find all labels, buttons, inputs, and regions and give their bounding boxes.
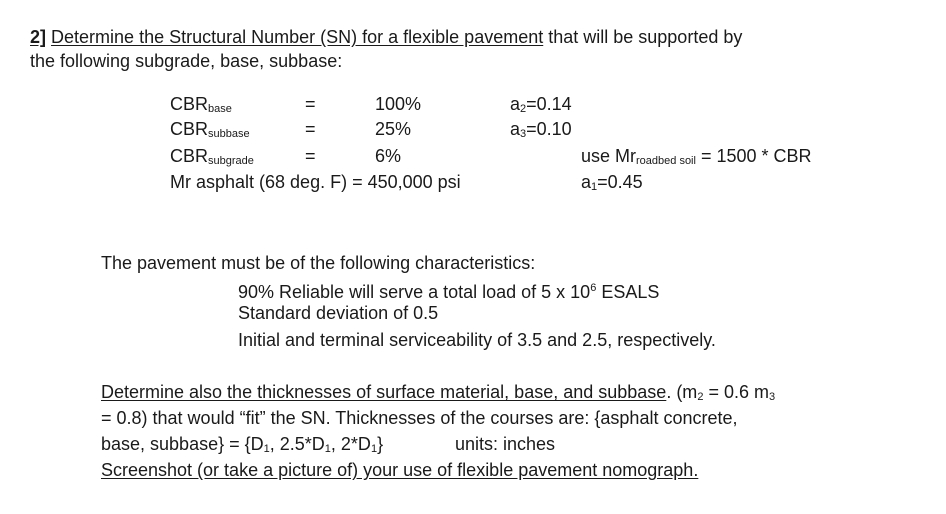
cbr-subgrade-sub: subgrade	[208, 155, 254, 167]
thickness-title: Determine also the thicknesses of surface material, base, and subbase	[101, 382, 667, 402]
a3-sub: 3	[520, 128, 527, 140]
a2-value: =0.14	[526, 94, 572, 114]
serviceability: Initial and terminal serviceability of 3.5 and 2.5, respectively.	[238, 330, 716, 350]
problem-title-underlined: Determine the Structural Number (SN) for a flexible pavement	[51, 27, 544, 47]
a1-coefficient	[581, 171, 643, 198]
characteristics-intro: The pavement must be of the following characteristics:	[101, 253, 536, 273]
thickness-d1-sub-b: 1	[324, 443, 331, 455]
cbr-subgrade-value: 6%	[375, 146, 402, 166]
cbr-base-sub: base	[208, 103, 232, 115]
thickness-d-a: base, subbase} = {D	[101, 434, 264, 454]
thickness-d-close: }	[377, 434, 384, 454]
problem-heading	[30, 26, 742, 48]
thickness-d1-sub-c: 1	[370, 443, 378, 455]
cbr-subgrade-eq: =	[305, 146, 316, 166]
thickness-m3-sub: 3	[768, 391, 776, 403]
reliability-text: 90% Reliable will serve a total load of 5 x 10	[238, 282, 591, 302]
cbr-base-value: 100%	[375, 94, 422, 114]
mr-soil-post: = 1500 * CBR	[695, 146, 812, 166]
mr-roadbed-soil	[581, 145, 812, 172]
cbr-subbase-value: 25%	[375, 119, 412, 139]
cbr-subbase-eq: =	[305, 119, 316, 139]
cbr-subgrade-text: CBR	[170, 146, 209, 166]
mr-soil-pre: use Mr	[581, 146, 637, 166]
reliability-load	[238, 277, 659, 303]
cbr-base-text: CBR	[170, 94, 209, 114]
a1-sub: 1	[591, 181, 598, 193]
a3-value: =0.10	[526, 119, 572, 139]
cbr-base-eq: =	[305, 94, 316, 114]
a2-letter: a	[510, 94, 521, 114]
reliability-unit: ESALS	[596, 282, 660, 302]
a3-coefficient	[510, 118, 572, 145]
nomograph-instruction: Screenshot (or take a picture of) your use of flexible pavement nomograph.	[101, 460, 699, 480]
a1-value: =0.45	[597, 172, 643, 192]
cbr-base-label	[170, 93, 232, 120]
a2-sub: 2	[520, 103, 527, 115]
thickness-d-c: , 2*D	[330, 434, 371, 454]
mr-soil-sub: roadbed soil	[636, 155, 696, 167]
cbr-subbase-sub: subbase	[208, 128, 250, 140]
mr-asphalt: Mr asphalt (68 deg. F) = 450,000 psi	[170, 172, 461, 192]
cbr-subbase-text: CBR	[170, 119, 209, 139]
standard-deviation: Standard deviation of 0.5	[238, 303, 439, 323]
thickness-d1-sub-a: 1	[263, 443, 270, 455]
thickness-m2-sub: 2	[697, 391, 704, 403]
thickness-line-2: = 0.8) that would “fit” the SN. Thicknesses of the courses are: {asphalt concrete,	[101, 408, 738, 428]
thickness-d-b: , 2.5*D	[269, 434, 325, 454]
problem-number: 2]	[30, 27, 47, 47]
problem-title-rest: that will be supported by	[543, 27, 743, 47]
cbr-subgrade-label	[170, 145, 254, 172]
thickness-line-1	[101, 381, 775, 408]
cbr-subbase-label	[170, 118, 250, 145]
thickness-m-open: . (m	[666, 382, 698, 402]
problem-subtitle: the following subgrade, base, subbase:	[30, 51, 343, 71]
a2-coefficient	[510, 93, 572, 120]
thickness-units: units: inches	[455, 434, 556, 454]
thickness-m-mid: = 0.6 m	[703, 382, 769, 402]
a1-letter: a	[581, 172, 592, 192]
thickness-line-3	[101, 433, 383, 460]
reliability-exponent: 6	[590, 282, 597, 294]
a3-letter: a	[510, 119, 521, 139]
